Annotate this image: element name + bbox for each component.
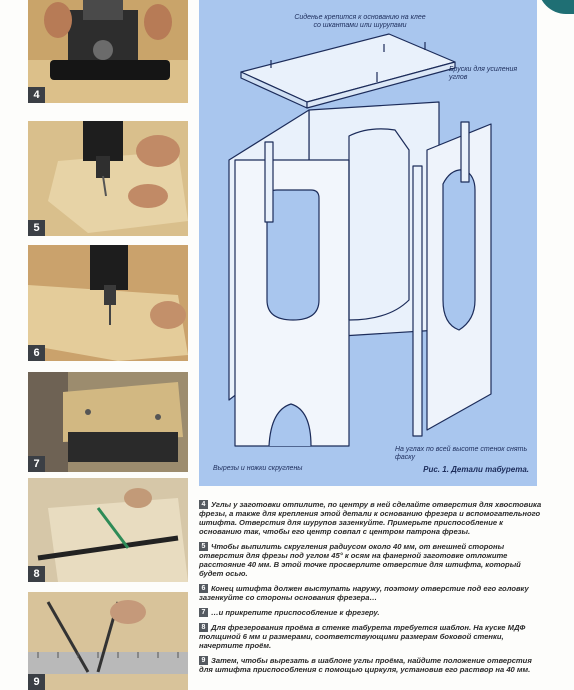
router-jig-photo: [28, 372, 188, 472]
bars-note: Бруски для усиления углов: [449, 66, 518, 81]
corners-note: На углах по всей высоте стенок снять фаску: [395, 446, 528, 461]
photo-step-8: [28, 478, 188, 582]
photo-number: 5: [28, 220, 45, 236]
step-text: Конец штифта должен выступать наружу, поэтому отверстие под его головку зазенкуйте со стороны основания фрезера…: [199, 584, 529, 602]
photo-step-7: [28, 372, 188, 472]
figure-caption: Рис. 1. Детали табурета.: [423, 465, 529, 474]
step-text: Чтобы выпилить скругления радиусом около 40 мм, от внешней стороны отверстия для фрезы под углом 45° к осям на фанерной заготовке отложите расстояние 40 мм. В этой точке просверлите отверстие для штифта, который будет осью.: [199, 542, 521, 578]
photo-number: 4: [28, 87, 45, 103]
stool-blueprint-figure: [199, 0, 537, 486]
photo-number: 9: [28, 674, 45, 690]
step-number: 9: [199, 656, 208, 665]
compass-photo: [28, 592, 188, 690]
step-4: [199, 500, 544, 536]
step-text: Затем, чтобы вырезать в шаблоне углы проёма, найдите положение отверстия для штифта приспособления с помощью циркуля, установив его раствор на 40 мм.: [199, 656, 532, 674]
drill-photo: [28, 121, 188, 236]
photo-step-5: [28, 121, 188, 236]
router-photo: [28, 0, 188, 103]
step-9: [199, 656, 544, 674]
photo-step-6: [28, 245, 188, 361]
step-6: [199, 584, 544, 602]
corner-tab: [538, 0, 574, 14]
cutouts-note: Вырезы и ножки скруглены: [213, 465, 303, 472]
step-number: 8: [199, 623, 208, 632]
step-text: Для фрезерования проёма в стенке табурета требуется шаблон. На куске МДФ толщиной 6 мм и размерами, соответствующими размерам боковой стенки, начертите проём.: [199, 623, 526, 650]
step-number: 7: [199, 608, 208, 617]
step-5: [199, 542, 544, 578]
corner-bar-mid: [413, 166, 422, 436]
photo-number: 6: [28, 345, 45, 361]
step-number: 4: [199, 500, 208, 509]
template-marking-photo: [28, 478, 188, 582]
step-text: Углы у заготовки отпилите, по центру в ней сделайте отверстия для хвостовика фрезы, а также для крепления этой детали к основанию фрезера и вспомогательного штифта. Отверстия для шурупов зазенкуйте. Примерьте приспособление к основанию так, чтобы его центр совпал с центром патрона фрезы.: [199, 500, 542, 536]
corner-bar-left: [265, 142, 273, 222]
photo-step-4: [28, 0, 188, 103]
step-7: [199, 608, 544, 617]
drill-photo-2: [28, 245, 188, 361]
step-text: …и прикрепите приспособление к фрезеру.: [211, 608, 380, 617]
photo-number: 8: [28, 566, 45, 582]
step-number: 5: [199, 542, 208, 551]
seat-note: Сиденье крепится к основанию на клее со шкантами или шурупами: [294, 14, 426, 29]
photo-number: 7: [28, 456, 45, 472]
step-number: 6: [199, 584, 208, 593]
corner-bar-right: [461, 122, 469, 182]
photo-step-9: [28, 592, 188, 690]
step-instructions: [199, 500, 544, 680]
step-8: [199, 623, 544, 650]
